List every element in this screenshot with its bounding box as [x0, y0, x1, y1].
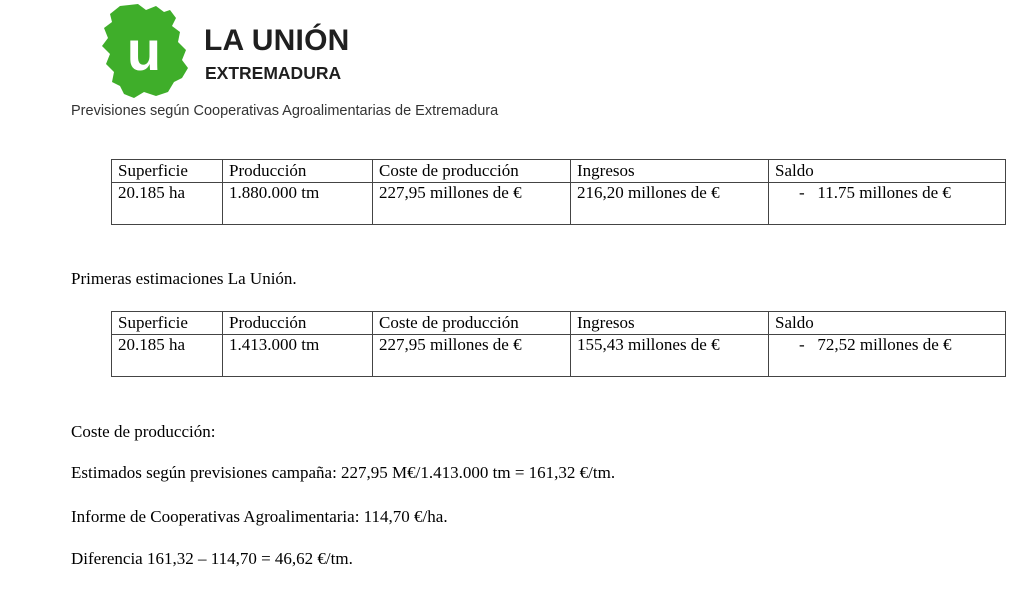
cell-produccion: 1.413.000 tm [223, 335, 373, 377]
table-header-row [112, 312, 1006, 335]
section-title-estimaciones: Primeras estimaciones La Unión. [71, 269, 297, 288]
cell-superficie: 20.185 ha [112, 183, 223, 225]
cell-superficie: 20.185 ha [112, 335, 223, 377]
document-subtitle: Previsiones según Cooperativas Agroalimentarias de Extremadura [71, 103, 499, 119]
logo-letter: u [126, 19, 162, 82]
header-superficie: Superficie [112, 160, 223, 183]
extremadura-map-logo-icon [98, 2, 190, 100]
header-produccion: Producción [223, 312, 373, 335]
costs-title: Coste de producción: [71, 422, 216, 441]
header-saldo: Saldo [769, 160, 1006, 183]
cell-produccion: 1.880.000 tm [223, 183, 373, 225]
estimates-table-la-union [111, 311, 1006, 377]
costs-diferencia-line: Diferencia 161,32 – 114,70 = 46,62 €/tm. [71, 549, 353, 568]
header-saldo: Saldo [769, 312, 1006, 335]
header-produccion: Producción [223, 160, 373, 183]
cell-ingresos: 216,20 millones de € [571, 183, 769, 225]
costs-informe-line: Informe de Cooperativas Agroalimentaria: 114,70 €/ha. [71, 507, 448, 526]
cell-coste: 227,95 millones de € [373, 335, 571, 377]
logo-subtitle: EXTREMADURA [205, 63, 342, 83]
header-ingresos: Ingresos [571, 312, 769, 335]
table-header-row [112, 160, 1006, 183]
cell-coste: 227,95 millones de € [373, 183, 571, 225]
logo [98, 2, 388, 100]
header-coste: Coste de producción [373, 160, 571, 183]
cell-saldo: - 72,52 millones de € [769, 335, 1006, 377]
cell-saldo: - 11.75 millones de € [769, 183, 1006, 225]
cell-ingresos: 155,43 millones de € [571, 335, 769, 377]
table-row [112, 183, 1006, 225]
header-superficie: Superficie [112, 312, 223, 335]
header-ingresos: Ingresos [571, 160, 769, 183]
header-coste: Coste de producción [373, 312, 571, 335]
forecast-table-cooperativas [111, 159, 1006, 225]
table-row [112, 335, 1006, 377]
logo-title: LA UNIÓN [204, 24, 350, 57]
costs-estimados-line: Estimados según previsiones campaña: 227,95 M€/1.413.000 tm = 161,32 €/tm. [71, 463, 616, 482]
